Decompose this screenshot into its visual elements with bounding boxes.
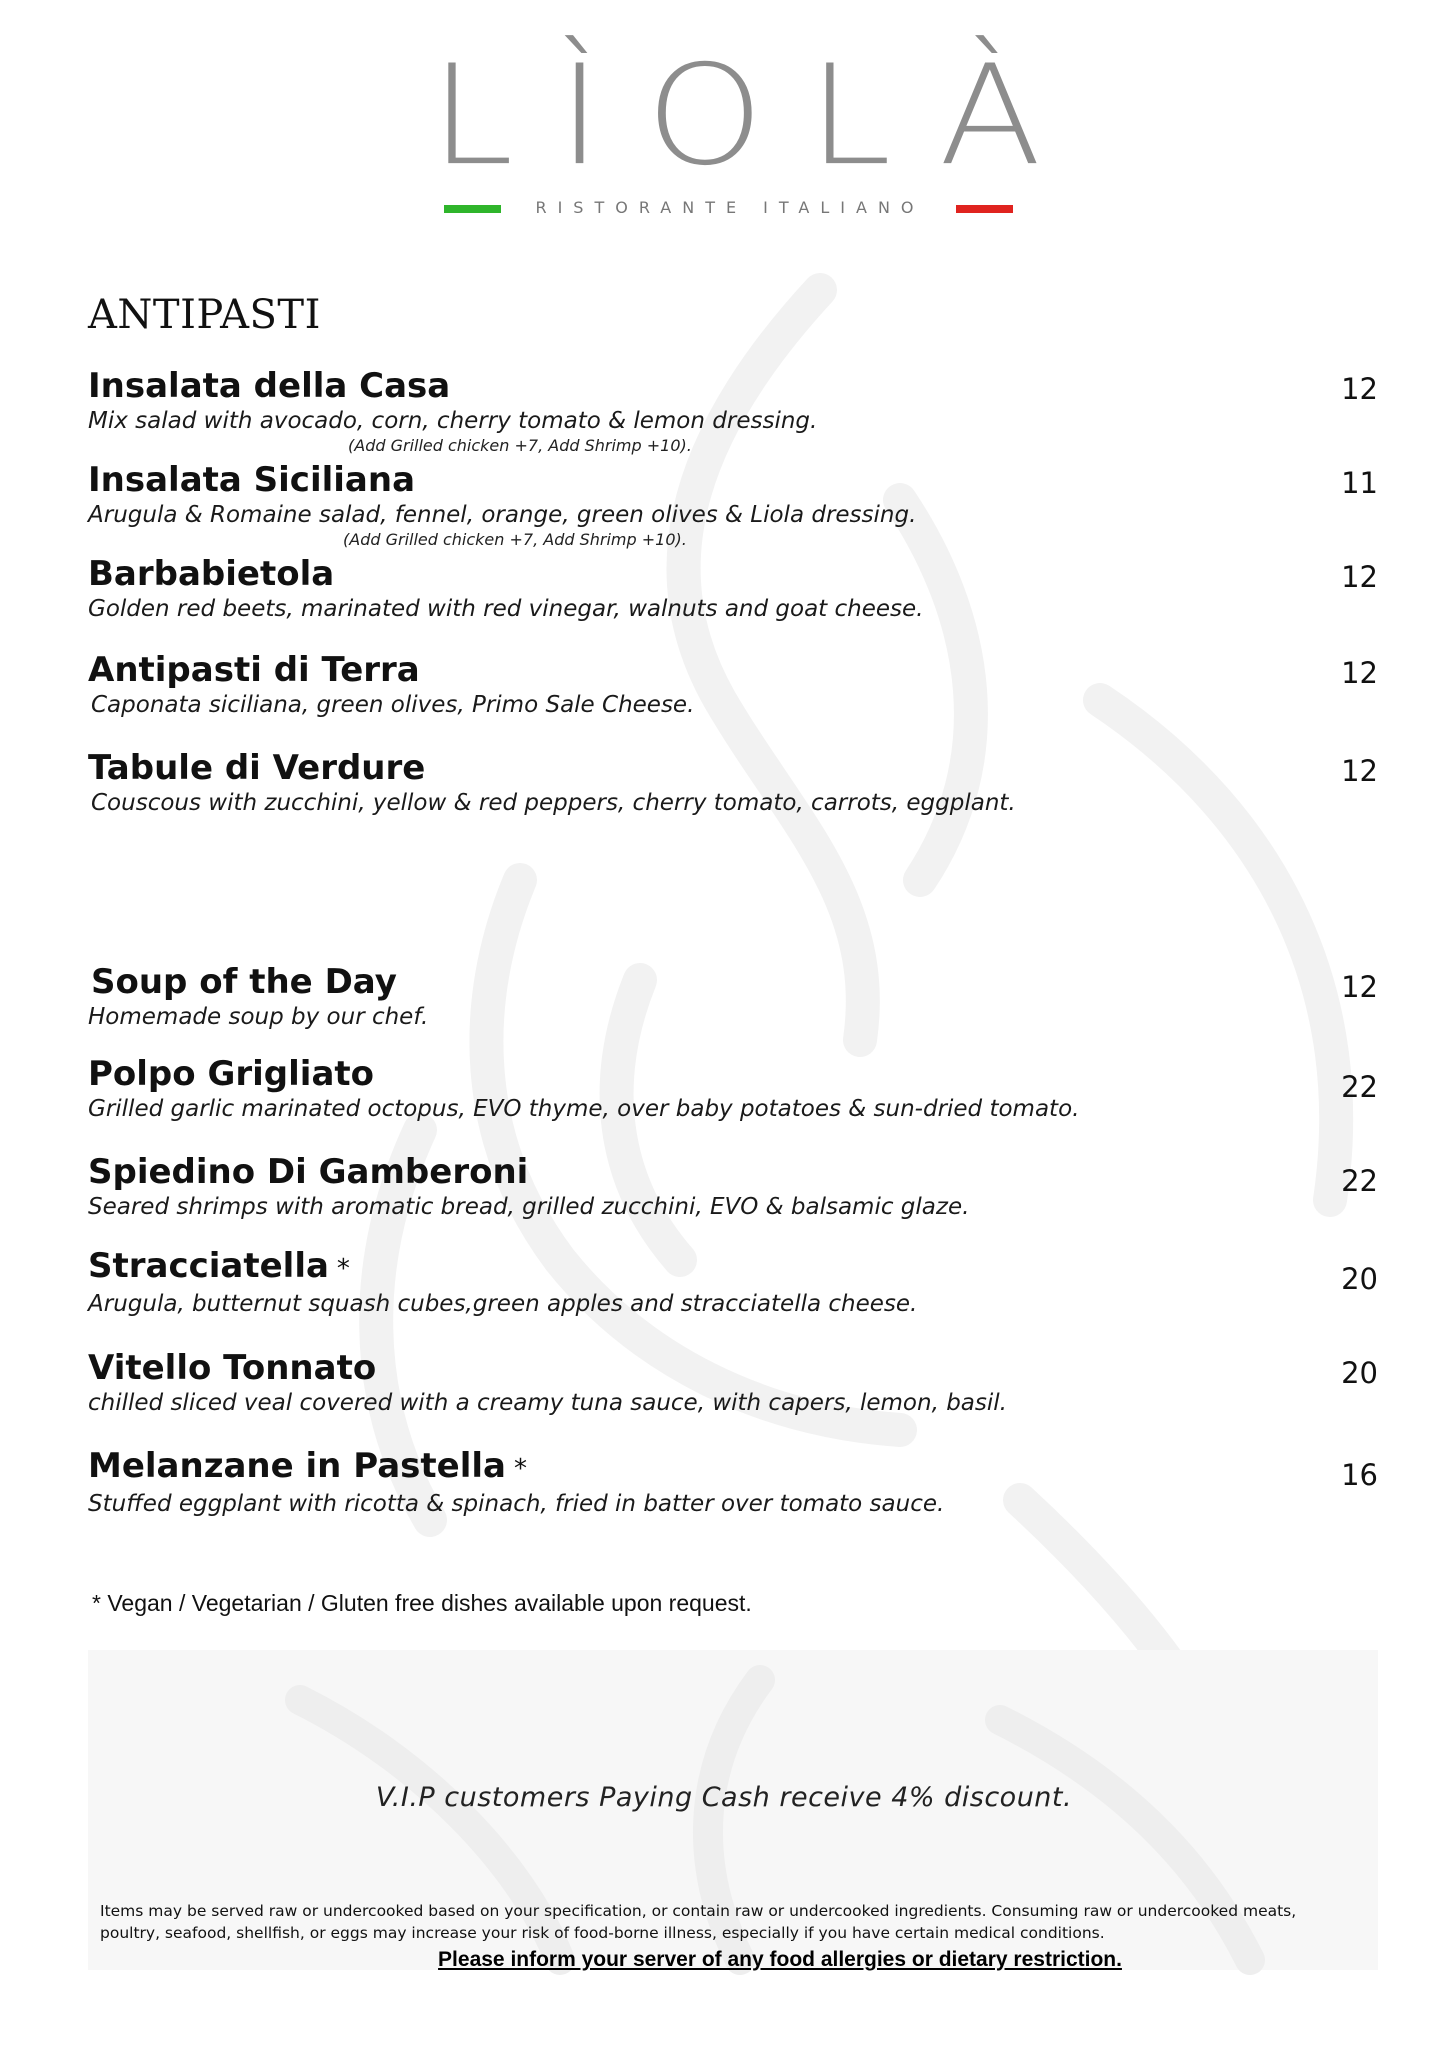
item-name	[88, 1446, 1378, 1489]
dietary-note: * Vegan / Vegetarian / Gluten free dishes available upon request.	[92, 1590, 752, 1616]
menu-item	[88, 366, 1378, 456]
item-name: Insalata della Casa	[88, 366, 451, 406]
item-price: 20	[1341, 1262, 1378, 1296]
raw-food-disclaimer: Items may be served raw or undercooked based on your specification, or contain raw or undercooked ingredients. Consuming raw or undercooked meats, poultry, seafood, shellfish, or eggs may increase your risk of food-borne illness, especially if you have certain medical conditions.	[100, 1902, 1297, 1942]
logo-tagline: RISTORANTE ITALIANO	[535, 198, 925, 217]
item-description: Arugula & Romaine salad, fennel, orange, green olives & Liola dressing.	[88, 502, 917, 528]
item-name: Insalata Siciliana	[88, 460, 416, 500]
item-price: 12	[1341, 656, 1378, 690]
section-title: ANTIPASTI	[88, 292, 321, 338]
item-name: Antipasti di Terra	[88, 650, 420, 690]
item-description: chilled sliced veal covered with a creamy tuna sauce, with capers, lemon, basil.	[88, 1390, 1007, 1416]
item-price: 22	[1341, 1070, 1378, 1104]
item-name: Soup of the Day	[91, 962, 397, 1002]
allergy-notice: Please inform your server of any food allergies or dietary restriction.	[438, 1948, 1122, 1971]
item-description: Couscous with zucchini, yellow & red peppers, cherry tomato, carrots, eggplant.	[91, 790, 1016, 816]
item-description: Arugula, butternut squash cubes,green apples and stracciatella cheese.	[88, 1291, 918, 1317]
menu-item	[88, 1246, 1378, 1319]
menu-item	[88, 1054, 1378, 1124]
item-description: Golden red beets, marinated with red vinegar, walnuts and goat cheese.	[88, 596, 924, 622]
item-price: 12	[1341, 372, 1378, 406]
item-description: Mix salad with avocado, corn, cherry tomato & lemon dressing.	[88, 408, 818, 434]
item-price: 12	[1341, 970, 1378, 1004]
item-name: Polpo Grigliato	[88, 1054, 374, 1094]
dietary-asterisk: *	[513, 1454, 527, 1484]
menu-item	[88, 1446, 1378, 1519]
item-name	[88, 1246, 1378, 1289]
menu-item	[88, 460, 1378, 550]
italian-flag-red-bar	[956, 205, 1013, 213]
item-price: 22	[1341, 1164, 1378, 1198]
menu-item	[88, 1348, 1378, 1418]
item-name: Vitello Tonnato	[88, 1348, 377, 1388]
item-name-text: Melanzane in Pastella	[88, 1446, 506, 1486]
item-description: Grilled garlic marinated octopus, EVO thyme, over baby potatoes & sun-dried tomato.	[88, 1096, 1080, 1122]
item-addon-note: (Add Grilled chicken +7, Add Shrimp +10).	[343, 530, 687, 549]
dietary-asterisk: *	[336, 1254, 350, 1284]
logo: LÌOLÀ	[430, 36, 1086, 197]
item-name: Spiedino Di Gamberoni	[88, 1152, 529, 1192]
italian-flag-green-bar	[444, 205, 501, 213]
menu-item	[88, 554, 1378, 624]
item-description: Stuffed eggplant with ricotta & spinach, fried in batter over tomato sauce.	[88, 1491, 945, 1517]
item-description: Seared shrimps with aromatic bread, grilled zucchini, EVO & balsamic glaze.	[88, 1194, 970, 1220]
item-name-text: Stracciatella	[88, 1246, 329, 1286]
item-price: 20	[1341, 1356, 1378, 1390]
item-description: Caponata siciliana, green olives, Primo Sale Cheese.	[91, 692, 695, 718]
item-price: 12	[1341, 560, 1378, 594]
vip-discount-note: V.I.P customers Paying Cash receive 4% discount.	[375, 1782, 1073, 1813]
menu-item	[88, 748, 1378, 818]
item-price: 16	[1341, 1458, 1378, 1492]
item-name: Tabule di Verdure	[88, 748, 426, 788]
item-addon-note: (Add Grilled chicken +7, Add Shrimp +10).	[348, 436, 692, 455]
item-description: Homemade soup by our chef.	[88, 1004, 429, 1030]
item-name: Barbabietola	[88, 554, 335, 594]
item-price: 11	[1341, 466, 1378, 500]
menu-item	[88, 1152, 1378, 1222]
menu-item	[88, 962, 1378, 1032]
item-price: 12	[1341, 754, 1378, 788]
menu-item	[88, 650, 1378, 720]
